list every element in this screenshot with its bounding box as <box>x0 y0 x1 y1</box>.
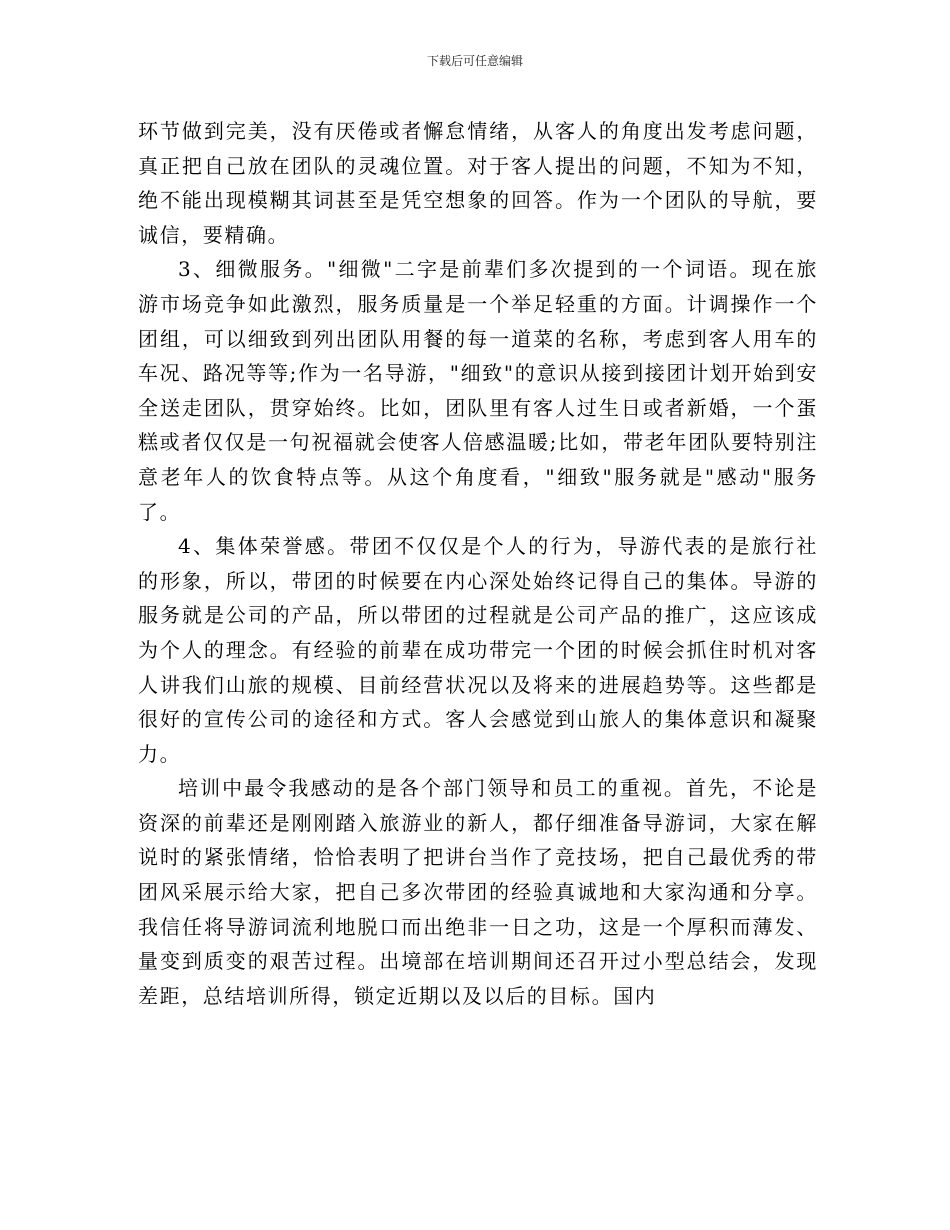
paragraph-3: 4、集体荣誉感。带团不仅仅是个人的行为，导游代表的是旅行社的形象，所以，带团的时候要在内心深处始终记得自己的集体。导游的服务就是公司的产品，所以带团的过程就是公司产品的推广，这应该成为个人的理念。有经验的前辈在成功带完一个团的时候会抓住时机对客人讲我们山旅的规模、目前经营状况以及将来的进展趋势等。这些都是很好的宣传公司的途径和方式。客人会感觉到山旅人的集体意识和凝聚力。 <box>138 534 818 766</box>
paragraph-1: 环节做到完美，没有厌倦或者懈怠情绪，从客人的角度出发考虑问题，真正把自己放在团队的灵魂位置。对于客人提出的问题，不知为不知，绝不能出现模糊其词甚至是凭空想象的回答。作为一个团队的导航，要诚信，要精确。 <box>138 119 818 247</box>
page-header: 下载后可任意编辑 <box>426 54 523 68</box>
paragraph-2: 3、细微服务。"细微"二字是前辈们多次提到的一个词语。现在旅游市场竞争如此激烈，服务质量是一个举足轻重的方面。计调操作一个团组，可以细致到列出团队用餐的每一道菜的名称，考虑到客人用车的车况、路况等等;作为一名导游，"细致"的意识从接到接团计划开始到安全送走团队，贯穿始终。比如，团队里有客人过生日或者新婚，一个蛋糕或者仅仅是一句祝福就会使客人倍感温暖;比如，带老年团队要特别注意老年人的饮食特点等。从这个角度看，"细致"服务就是"感动"服务了。 <box>138 257 818 524</box>
paragraph-4: 培训中最令我感动的是各个部门领导和员工的重视。首先，不论是资深的前辈还是刚刚踏入旅游业的新人，都仔细准备导游词，大家在解说时的紧张情绪，恰恰表明了把讲台当作了竞技场，把自己最优秀的带团风采展示给大家，把自己多次带团的经验真诚地和大家沟通和分享。我信任将导游词流利地脱口而出绝非一日之功，这是一个厚积而薄发、量变到质变的艰苦过程。出境部在培训期间还召开过小型总结会，发现差距，总结培训所得，锁定近期以及以后的目标。国内 <box>138 776 818 1008</box>
document-body <box>138 114 818 1013</box>
